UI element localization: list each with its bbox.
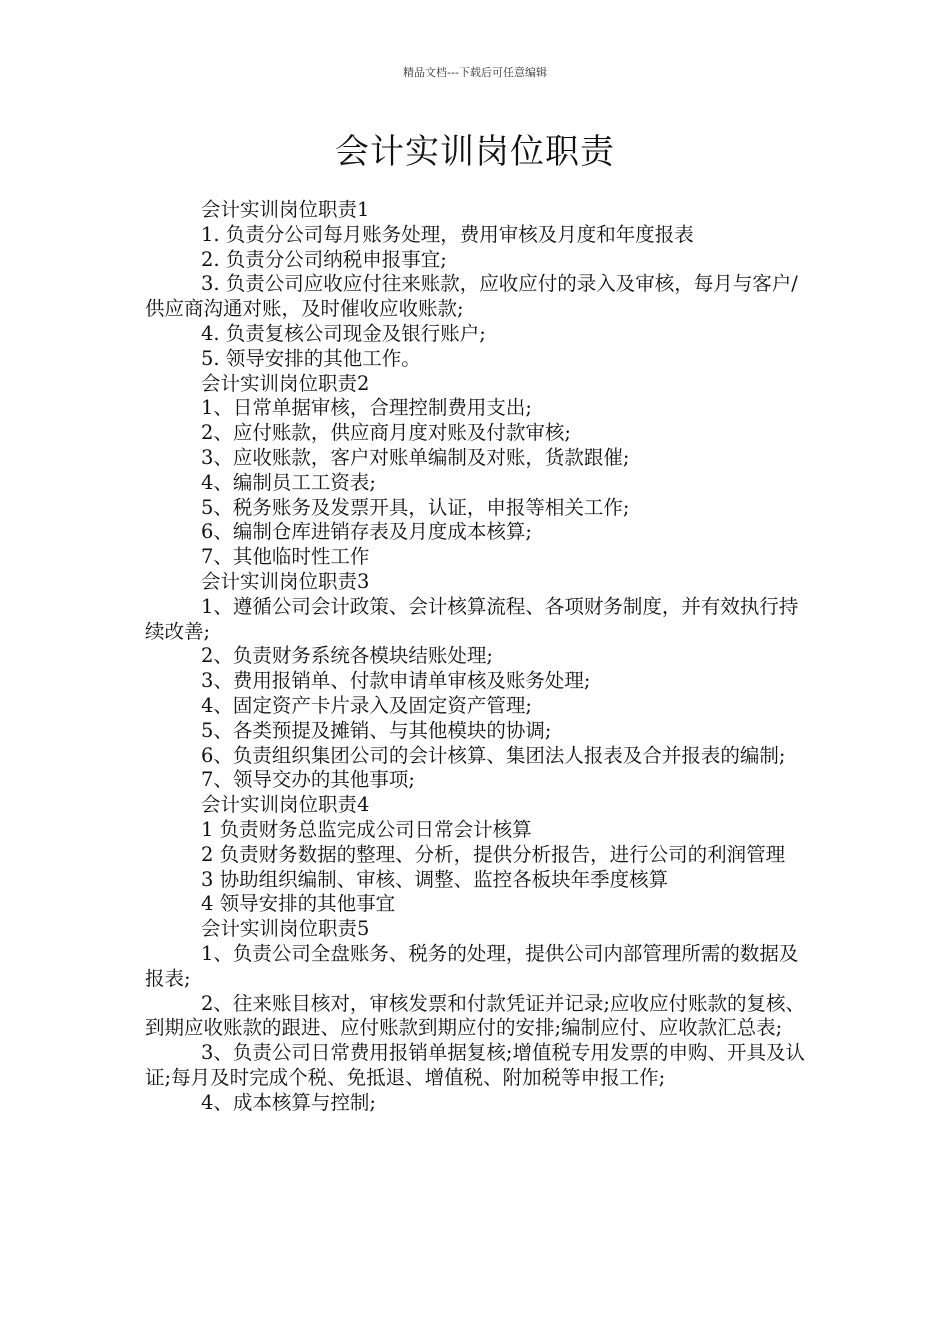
duty-item: 5、税务账务及发票开具，认证，申报等相关工作; (201, 495, 630, 519)
duty-item: 2、应付账款，供应商月度对账及付款审核; (201, 421, 571, 445)
duty-item: 3. 负责公司应收应付往来账款，应收应付的录入及审核，每月与客户/供应商沟通对账，及时催收应收账款; (145, 272, 798, 321)
section-heading: 会计实训岗位职责4 (201, 793, 370, 817)
duty-item: 6、编制仓库进销存表及月度成本核算; (201, 520, 532, 544)
section-heading: 会计实训岗位职责1 (201, 198, 370, 221)
duty-item: 1. 负责分公司每月账务处理，费用审核及月度和年度报表 (201, 222, 694, 246)
duty-item: 4、固定资产卡片录入及固定资产管理; (201, 693, 532, 717)
duty-item: 2、负责财务系统各模块结账处理; (201, 644, 493, 668)
duty-item: 2. 负责分公司纳税申报事宜; (201, 247, 447, 271)
duty-item: 1 负责财务总监完成公司日常会计核算 (201, 817, 532, 841)
duty-item: 5. 领导安排的其他工作。 (201, 346, 421, 370)
duty-item: 1、日常单据审核，合理控制费用支出; (201, 396, 532, 420)
duty-item: 3、负责公司日常费用报销单据复核;增值税专用发票的申购、开具及认证;每月及时完成个税、免抵退、增值税、附加税等申报工作; (145, 1041, 805, 1089)
header-note: 精品文档---下载后可任意编辑 (403, 66, 547, 79)
document-title: 会计实训岗位职责 (335, 132, 615, 172)
duty-item: 4 领导安排的其他事宜 (201, 892, 396, 916)
duty-item: 4、编制员工工资表; (201, 470, 376, 494)
duty-item: 7、其他临时性工作 (201, 545, 370, 569)
section-heading: 会计实训岗位职责5 (201, 917, 370, 941)
duty-item: 1、负责公司全盘账务、税务的处理，提供公司内部管理所需的数据及报表; (145, 941, 799, 990)
section-heading: 会计实训岗位职责3 (201, 569, 370, 593)
document-body (145, 198, 805, 1115)
duty-item: 6、负责组织集团公司的会计核算、集团法人报表及合并报表的编制; (201, 743, 786, 767)
duty-item: 4. 负责复核公司现金及银行账户; (201, 321, 486, 345)
section-heading: 会计实训岗位职责2 (201, 371, 370, 395)
duty-item: 1、遵循公司会计政策、会计核算流程、各项财务制度，并有效执行持续改善; (145, 594, 799, 643)
duty-item: 2、往来账目核对，审核发票和付款凭证并记录;应收应付账款的复核、到期应收账款的跟进、应付账款到期应付的安排;编制应付、应收款汇总表; (145, 991, 805, 1040)
duty-item: 7、领导交办的其他事项; (201, 768, 415, 792)
duty-item: 3、应收账款，客户对账单编制及对账，货款跟催; (201, 445, 630, 469)
duty-item: 4、成本核算与控制; (201, 1090, 376, 1114)
duty-item: 3 协助组织编制、审核、调整、监控各板块年季度核算 (201, 867, 669, 891)
duty-item: 3、费用报销单、付款申请单审核及账务处理; (201, 669, 591, 693)
duty-item: 5、各类预提及摊销、与其他模块的协调; (201, 718, 552, 742)
duty-item: 2 负责财务数据的整理、分析，提供分析报告，进行公司的利润管理 (201, 842, 786, 866)
